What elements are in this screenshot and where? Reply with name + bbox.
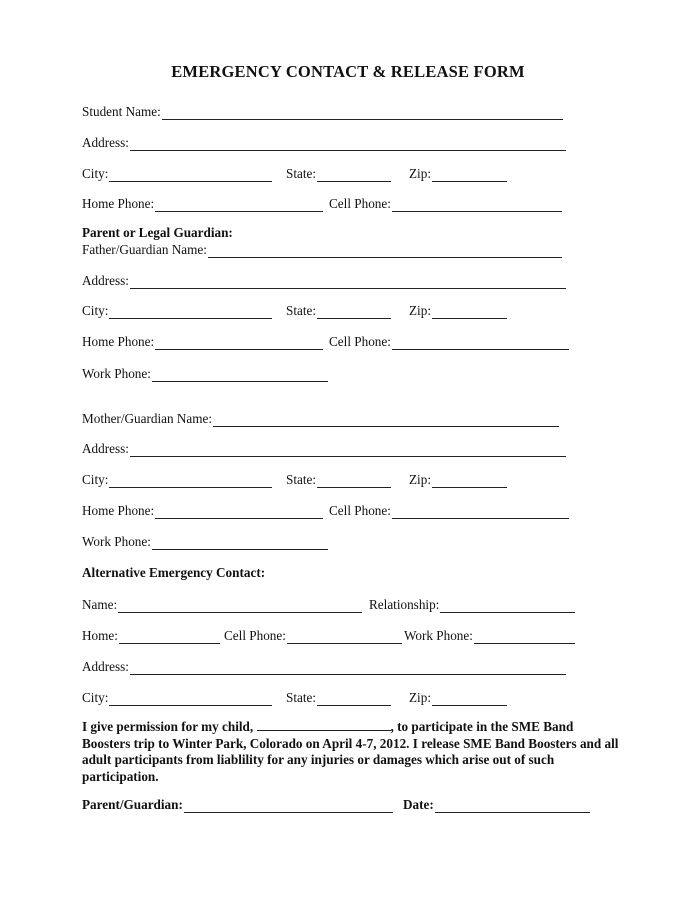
mother-home-phone-label: Home Phone: bbox=[82, 503, 155, 518]
student-city-field[interactable] bbox=[109, 168, 272, 182]
alt-work-phone-label: Work Phone: bbox=[404, 628, 473, 643]
release-text-before: I give permission for my child, bbox=[82, 719, 257, 734]
alt-address-field[interactable] bbox=[130, 661, 566, 675]
mother-state-field[interactable] bbox=[317, 474, 391, 488]
student-city-label: City: bbox=[82, 166, 109, 181]
date-field[interactable] bbox=[435, 799, 590, 813]
mother-city-field[interactable] bbox=[109, 474, 272, 488]
alt-city-label: City: bbox=[82, 690, 109, 705]
mother-zip-field[interactable] bbox=[432, 474, 507, 488]
alt-relationship-label: Relationship: bbox=[369, 597, 440, 612]
mother-home-phone-field[interactable] bbox=[155, 505, 323, 519]
father-name-label: Father/Guardian Name: bbox=[82, 242, 207, 257]
student-cell-phone-label: Cell Phone: bbox=[329, 196, 391, 211]
date-label: Date: bbox=[403, 797, 434, 812]
mother-address-label: Address: bbox=[82, 441, 129, 456]
student-cell-phone-field[interactable] bbox=[392, 198, 562, 212]
student-name-field[interactable] bbox=[162, 106, 563, 120]
alt-home-field[interactable] bbox=[119, 630, 220, 644]
mother-cell-phone-field[interactable] bbox=[392, 505, 569, 519]
student-home-phone-label: Home Phone: bbox=[82, 196, 155, 211]
father-city-label: City: bbox=[82, 303, 109, 318]
guardian-signature-field[interactable] bbox=[184, 799, 393, 813]
father-state-field[interactable] bbox=[317, 305, 391, 319]
father-cell-phone-label: Cell Phone: bbox=[329, 334, 391, 349]
father-work-phone-label: Work Phone: bbox=[82, 366, 151, 381]
guardian-heading: Parent or Legal Guardian: bbox=[82, 225, 233, 240]
student-home-phone-field[interactable] bbox=[155, 198, 323, 212]
mother-name-label: Mother/Guardian Name: bbox=[82, 411, 213, 426]
release-text-after: , to participate in the SME Band Boosters trip to Winter Park, Colorado on April 4-7, 2012. I release SME Band Boosters and all adult participants from liablility for any injuries or damages which arise out of such participation. bbox=[82, 719, 619, 784]
release-paragraph bbox=[82, 718, 622, 785]
mother-work-phone-field[interactable] bbox=[152, 536, 328, 550]
father-home-phone-label: Home Phone: bbox=[82, 334, 155, 349]
father-city-field[interactable] bbox=[109, 305, 272, 319]
father-address-field[interactable] bbox=[130, 275, 566, 289]
student-state-label: State: bbox=[286, 166, 317, 181]
alt-work-phone-field[interactable] bbox=[474, 630, 575, 644]
father-cell-phone-field[interactable] bbox=[392, 336, 569, 350]
child-name-blank[interactable] bbox=[257, 718, 391, 731]
student-address-field[interactable] bbox=[130, 137, 566, 151]
student-zip-field[interactable] bbox=[432, 168, 507, 182]
alt-name-field[interactable] bbox=[118, 599, 362, 613]
father-state-label: State: bbox=[286, 303, 317, 318]
student-name-label: Student Name: bbox=[82, 104, 161, 119]
alt-state-label: State: bbox=[286, 690, 317, 705]
alt-home-label: Home: bbox=[82, 628, 118, 643]
alt-contact-heading: Alternative Emergency Contact: bbox=[82, 565, 266, 580]
alt-relationship-field[interactable] bbox=[440, 599, 575, 613]
father-name-field[interactable] bbox=[208, 244, 562, 258]
father-home-phone-field[interactable] bbox=[155, 336, 323, 350]
form-title: EMERGENCY CONTACT & RELEASE FORM bbox=[171, 62, 525, 81]
guardian-signature-label: Parent/Guardian: bbox=[82, 797, 183, 812]
father-address-label: Address: bbox=[82, 273, 129, 288]
mother-address-field[interactable] bbox=[130, 443, 566, 457]
alt-zip-field[interactable] bbox=[432, 692, 507, 706]
alt-cell-phone-field[interactable] bbox=[287, 630, 402, 644]
alt-name-label: Name: bbox=[82, 597, 118, 612]
alt-zip-label: Zip: bbox=[409, 690, 431, 705]
alt-address-label: Address: bbox=[82, 659, 129, 674]
alt-city-field[interactable] bbox=[109, 692, 272, 706]
student-state-field[interactable] bbox=[317, 168, 391, 182]
father-zip-field[interactable] bbox=[432, 305, 507, 319]
mother-work-phone-label: Work Phone: bbox=[82, 534, 151, 549]
mother-zip-label: Zip: bbox=[409, 472, 431, 487]
mother-state-label: State: bbox=[286, 472, 317, 487]
mother-cell-phone-label: Cell Phone: bbox=[329, 503, 391, 518]
father-work-phone-field[interactable] bbox=[152, 368, 328, 382]
alt-cell-phone-label: Cell Phone: bbox=[224, 628, 286, 643]
student-address-label: Address: bbox=[82, 135, 129, 150]
father-zip-label: Zip: bbox=[409, 303, 431, 318]
student-zip-label: Zip: bbox=[409, 166, 431, 181]
mother-name-field[interactable] bbox=[213, 413, 559, 427]
mother-city-label: City: bbox=[82, 472, 109, 487]
alt-state-field[interactable] bbox=[317, 692, 391, 706]
